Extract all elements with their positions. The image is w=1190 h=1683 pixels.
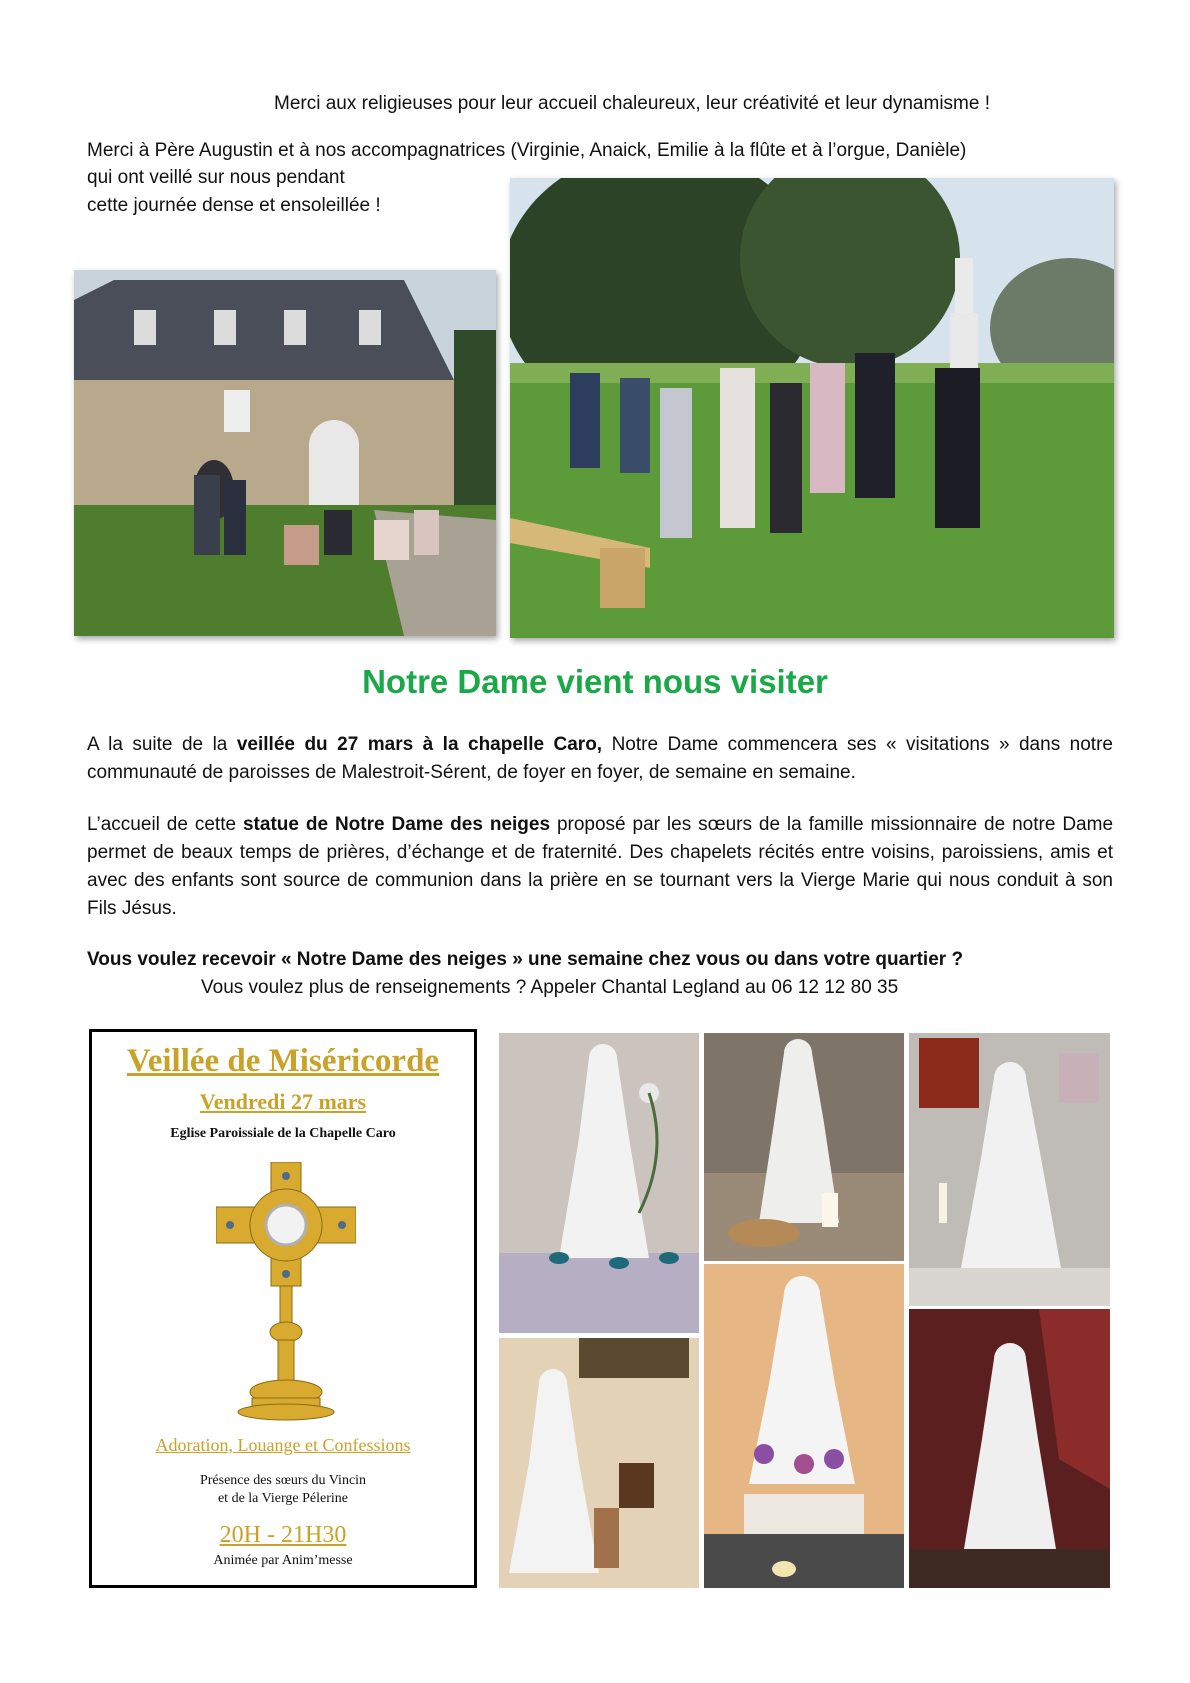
p2-bold: statue de Notre Dame des neiges (242, 814, 551, 835)
section-title: Notre Dame vient nous visiter (362, 663, 828, 700)
photo-garden-statue (510, 178, 1114, 638)
poster-time: 20H - 21H30 (219, 1522, 347, 1548)
p1-text-end: Notre Dame commencera ses « visitations » dans notre communauté de paroisses de Malestroit-Sérent, de foyer en foyer, de semaine en semaine. (87, 734, 1113, 783)
paragraph-visitations (87, 731, 1113, 787)
collage-photo-6 (909, 1309, 1110, 1588)
contact-line: Vous voulez plus de renseignements ? Appeler Chantal Legland au 06 12 12 80 35 (201, 977, 899, 998)
poster-presence (92, 1472, 474, 1508)
thanks-line-1: Merci aux religieuses pour leur accueil chaleureux, leur créativité et leur dynamisme ! (274, 93, 990, 114)
thanks-line-4: cette journée dense et ensoleillée ! (87, 195, 381, 216)
collage-photo-2 (704, 1033, 904, 1261)
collage-photo-1 (499, 1033, 699, 1333)
poster-subtitle: Adoration, Louange et Confessions (155, 1435, 411, 1455)
photo-chapel-group (74, 270, 496, 636)
poster-presence-line-1: Présence des sœurs du Vincin (199, 1473, 367, 1488)
thanks-line-2: Merci à Père Augustin et à nos accompagnatrices (Virginie, Anaick, Emilie à la flûte et à l’orgue, Danièle) (87, 140, 967, 161)
paragraph-statue (87, 811, 1113, 923)
poster-animation: Animée par Anim’messe (213, 1553, 353, 1568)
poster-presence-line-2: et de la Vierge Pélerine (217, 1491, 349, 1506)
p1-text-start: A la suite de la (87, 734, 237, 755)
collage-photo-5 (704, 1264, 904, 1588)
collage-photo-3 (909, 1033, 1110, 1306)
poster-date: Vendredi 27 mars (199, 1089, 367, 1114)
event-poster (89, 1029, 477, 1588)
collage-photo-4 (499, 1338, 699, 1588)
p2-text-end: proposé par les sœurs de la famille missionnaire de notre Dame permet de beaux temps de prières, d’échange et de fraternité. Des chapelets récités entre voisins, paroissiens, amis et avec des enfants sont source de communion dans la prière en se tournant vers la Vierge Marie qui nous conduit à son Fils Jésus. (87, 814, 1114, 919)
poster-church: Eglise Paroissiale de la Chapelle Caro (170, 1126, 396, 1141)
question-line: Vous voulez recevoir « Notre Dame des neiges » une semaine chez vous ou dans votre quartier ? (87, 949, 964, 970)
monstrance-icon (216, 1162, 356, 1422)
thanks-line-3: qui ont veillé sur nous pendant (87, 167, 345, 188)
poster-title: Veillée de Miséricorde (126, 1043, 440, 1079)
p1-bold: veillée du 27 mars à la chapelle Caro, (236, 734, 603, 755)
p2-text-start: L’accueil de cette (87, 814, 243, 835)
